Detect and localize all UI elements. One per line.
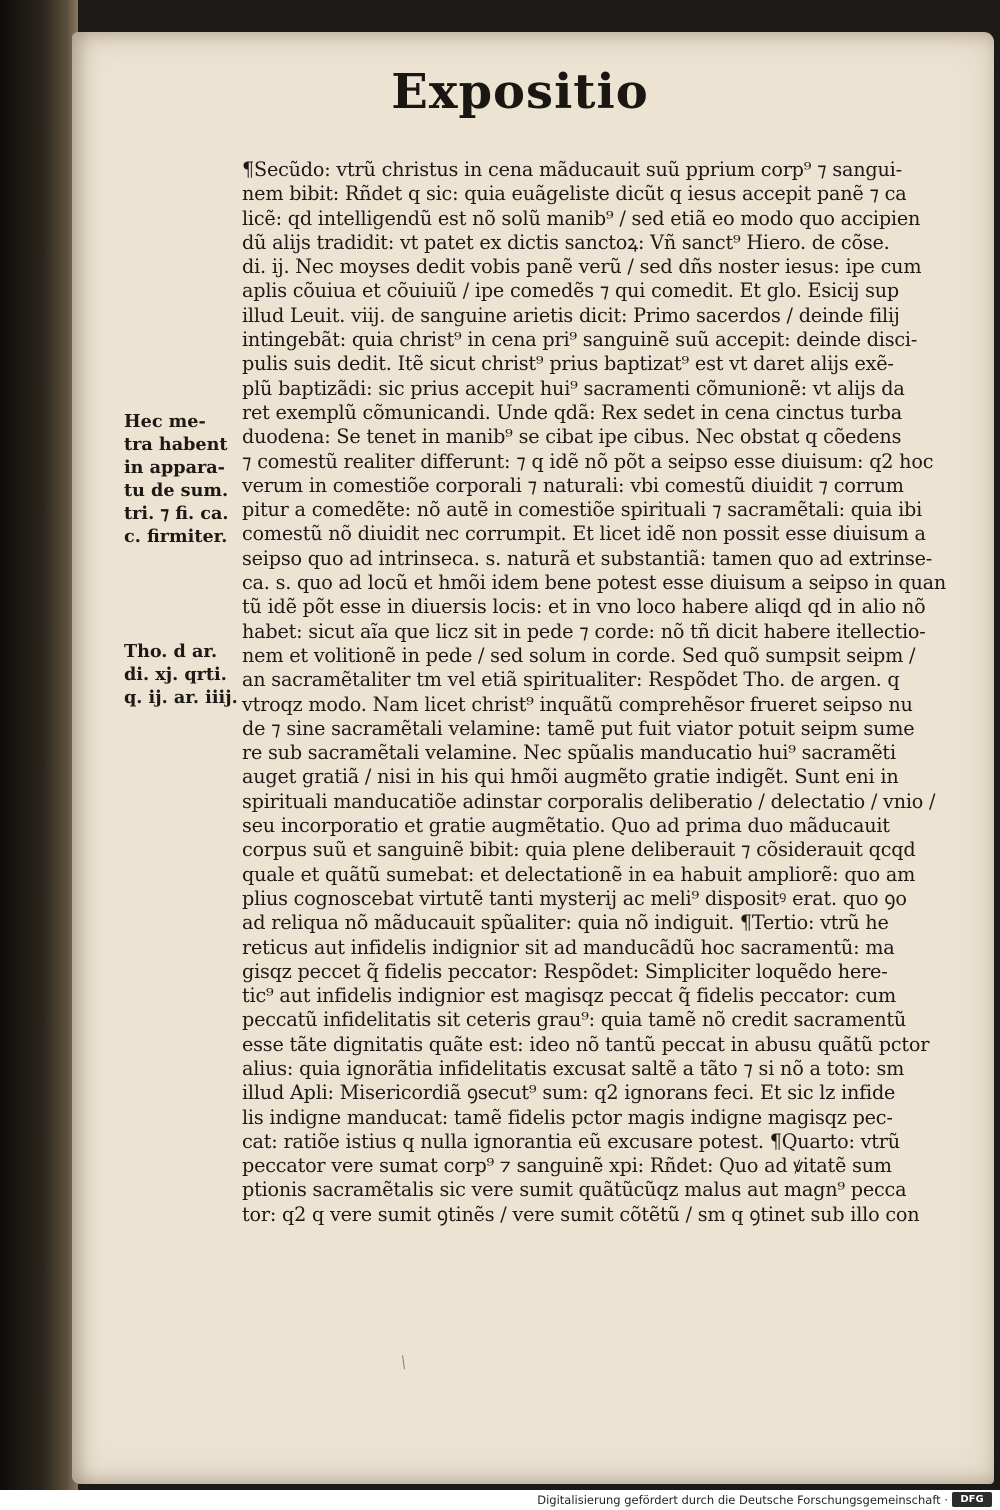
- scan-edge-left: [0, 0, 78, 1490]
- text-line: dũ alijs tradidit: vt patet ex dictis sanctoꝝ: Vñ sanct⁹ Hiero. de cõse.: [242, 230, 890, 254]
- text-line: ptionis sacramẽtalis sic vere sumit quãtũcũqz malus aut magn⁹ pecca: [242, 1178, 907, 1202]
- text-line: tu de sum.: [124, 480, 229, 501]
- text-line: an sacramẽtaliter tm vel etiã spiritualiter: Respõdet Tho. de argen. q: [242, 668, 900, 692]
- text-line: reticus aut infidelis indignior sit ad manducãdũ hoc sacramentũ: ma: [242, 935, 895, 959]
- text-line: corpus suũ et sanguinẽ bibit: quia plene deliberauit ⁊ cõsiderauit qcqd: [242, 838, 916, 862]
- text-line: plius cognoscebat virtutẽ tanti mysterij ac meli⁹ dispositꝰ erat. quo ꝯo: [242, 886, 907, 910]
- text-line: ca. s. quo ad locũ et hmõi idem bene potest esse diuisum a seipso in quan: [242, 571, 947, 595]
- text-line: ⁊ comestũ realiter differunt: ⁊ q idẽ nõ põt a seipso esse diuisum: q2 hoc: [242, 449, 934, 473]
- text-line: ret exemplũ cõmunicandi. Unde qdã: Rex sedet in cena cinctus turba: [242, 400, 903, 424]
- text-line: peccator vere sumat corp⁹ ⁊ sanguinẽ xpi: Rñdet: Quo ad ꝟitatẽ sum: [242, 1154, 892, 1178]
- text-line: ¶Secũdo: vtrũ christus in cena mãducauit suũ pprium corp⁹ ⁊ sangui-: [242, 158, 902, 181]
- text-line: tũ idẽ põt esse in diuersis locis: et in vno loco habere aliqd qd in alio nõ: [242, 595, 926, 619]
- text-line: illud Leuit. viij. de sanguine arietis dicit: Primo sacerdos / deinde filij: [242, 303, 900, 327]
- text-line: nem bibit: Rñdet q sic: quia euãgeliste dicũt q iesus accepit panẽ ⁊ ca: [242, 182, 907, 206]
- main-text-block: [242, 158, 947, 1227]
- text-line: pulis suis dedit. Itẽ sicut christ⁹ prius baptizat⁹ est vt daret alijs exẽ-: [242, 352, 894, 376]
- text-line: re sub sacramẽtali velamine. Nec spũalis manducatio hui⁹ sacramẽti: [242, 741, 896, 765]
- text-line: habet: sicut aĩa que licz sit in pede ⁊ corde: nõ tñ dicit habere itellectio-: [242, 619, 926, 643]
- text-line: q. ij. ar. iiij.: [124, 687, 238, 708]
- text-line: intingebãt: quia christ⁹ in cena pri⁹ sanguinẽ suũ accepit: deinde disci-: [242, 328, 918, 352]
- text-line: nem et volitionẽ in pede / sed solum in corde. Sed quõ sumpsit seipm /: [242, 643, 916, 667]
- text-line: licẽ: qd intelligendũ est nõ solũ manib⁹ / sed etiã eo modo quo accipien: [242, 206, 921, 230]
- text-line: quale et quãtũ sumebat: et delectationẽ in ea habuit ampliorẽ: quo am: [242, 862, 916, 886]
- page-title: Expositio: [391, 64, 649, 120]
- text-line: comestũ nõ diuidit nec corrumpit. Et licet idẽ non possit esse diuisum a: [242, 522, 926, 546]
- text-line: tic⁹ aut infidelis indignior est magisqz peccat q̃ fidelis peccator: cum: [242, 984, 897, 1008]
- text-line: tra habent: [124, 434, 228, 455]
- text-line: c. firmiter.: [124, 526, 228, 547]
- text-line: vtroqz modo. Nam licet christ⁹ inquãtũ comprehẽsor frueret seipso nu: [242, 692, 913, 716]
- marginal-note-2: [124, 640, 246, 709]
- text-line: di. xj. qrti.: [124, 664, 227, 685]
- text-line: alius: quia ignorãtia infidelitatis excusat saltẽ a tãto ⁊ si nõ a toto: sm: [242, 1056, 905, 1080]
- text-line: verum in comestiõe corporali ⁊ naturali: vbi comestũ diuidit ⁊ corrum: [242, 473, 904, 497]
- text-line: in appara-: [124, 457, 225, 478]
- text-line: plũ baptizãdi: sic prius accepit hui⁹ sacramenti cõmunionẽ: vt alijs da: [242, 376, 905, 400]
- digitization-credit: Digitalisierung gefördert durch die Deutsche Forschungsgemeinschaft ·: [537, 1493, 948, 1507]
- text-line: gisqz peccet q̃ fidelis peccator: Respõdet: Simpliciter loquẽdo here-: [242, 959, 888, 983]
- text-line: peccatũ infidelitatis sit ceteris grau⁹: quia tamẽ nõ credit sacramentũ: [242, 1008, 907, 1032]
- text-line: tri. ⁊ fi. ca.: [124, 503, 229, 524]
- text-line: auget gratiã / nisi in his qui hmõi augmẽto gratie indigẽt. Sunt eni in: [242, 765, 899, 789]
- text-line: de ⁊ sine sacramẽtali velamine: tamẽ put fuit viator potuit seipm sume: [242, 716, 915, 740]
- text-line: ad reliqua nõ mãducauit spũaliter: quia nõ indiguit. ¶Tertio: vtrũ he: [242, 911, 889, 935]
- text-line: duodena: Se tenet in manib⁹ se cibat ipe cibus. Nec obstat q cõedens: [242, 425, 902, 449]
- text-line: aplis cõuiua et cõuiuiũ / ipe comedẽs ⁊ qui comedit. Et glo. Esicij sup: [242, 279, 899, 303]
- dfg-logo: DFG: [952, 1492, 992, 1507]
- marginal-note-1: [124, 410, 246, 548]
- text-line: Tho. d ar.: [124, 641, 218, 662]
- text-line: pitur a comedẽte: nõ autẽ in comestiõe spirituali ⁊ sacramẽtali: quia ibi: [242, 498, 923, 522]
- text-line: seu incorporatio et gratie augmẽtatio. Quo ad prima duo mãducauit: [242, 814, 890, 838]
- text-line: Hec me-: [124, 411, 206, 432]
- text-line: tor: q2 q vere sumit ꝯtinẽs / vere sumit cõtẽtũ / sm q ꝯtinet sub illo con: [242, 1202, 920, 1226]
- text-line: esse tãte dignitatis quãte est: ideo nõ tantũ peccat in abusu quãtũ pctor: [242, 1032, 930, 1056]
- text-line: seipso quo ad intrinseca. s. naturã et substantiã: tamen quo ad extrinse-: [242, 546, 933, 570]
- text-line: di. ij. Nec moyses dedit vobis panẽ verũ / sed dñs noster iesus: ipe cum: [242, 255, 922, 279]
- text-line: spirituali manducatiõe adinstar corporalis deliberatio / delectatio / vnio /: [242, 789, 936, 813]
- text-line: cat: ratiõe istius q nulla ignorantia eũ excusare potest. ¶Quarto: vtrũ: [242, 1129, 900, 1153]
- text-line: lis indigne manducat: tamẽ fidelis pctor magis indigne magisqz pec-: [242, 1105, 893, 1129]
- text-line: illud Apli: Misericordiã ꝯsecut⁹ sum: q2 ignorans feci. Et sic lz infide: [242, 1081, 896, 1105]
